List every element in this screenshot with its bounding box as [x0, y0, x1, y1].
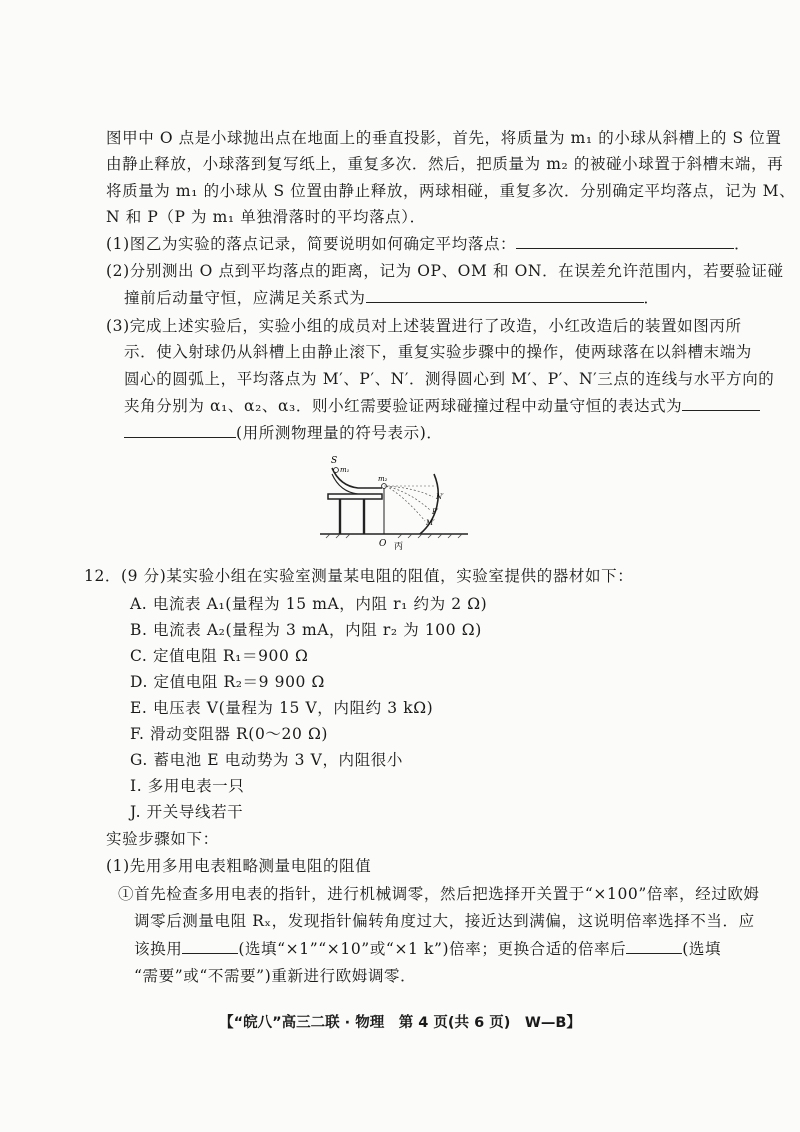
question-2-line-2 [124, 288, 660, 308]
question-1 [106, 234, 750, 254]
question-2-line-1: (2)分别测出 O 点到平均落点的距离，记为 OP、OM 和 ON．在误差允许范围内，若要验证碰 [106, 262, 784, 280]
answer-blank-2[interactable] [366, 288, 644, 303]
label-m2: m₂ [378, 475, 388, 483]
intro-line-4: N 和 P（P 为 m₁ 单独滑落时的平均落点）． [106, 208, 426, 226]
page-footer: 【“皖八”高三二联 · 物理 第 4 页(共 6 页) W—B】 [219, 1015, 581, 1031]
step-1: (1)先用多用电表粗略测量电阻的阻值 [106, 857, 372, 875]
question-3-line-1: (3)完成上述实验后，实验小组的成员对上述装置进行了改造，小红改造后的装置如图丙所 [106, 317, 742, 335]
question-2-end: ． [643, 289, 660, 307]
equipment-j: J. 开关导线若干 [130, 803, 244, 821]
equipment-g: G. 蓄电池 E 电动势为 3 V，内阻很小 [130, 751, 403, 769]
question-2-text: 撞前后动量守恒，应满足关系式为 [124, 289, 366, 307]
answer-blank-multiplier[interactable] [182, 939, 238, 954]
intro-line-3: 将质量为 m₁ 的小球从 S 位置由静止释放，两球相碰，重复多次．分别确定平均落点，记为 M、 [106, 182, 796, 200]
ball-m1 [334, 468, 339, 473]
label-n: N′ [436, 493, 444, 501]
step-1-1-text-c: (选填 [682, 940, 722, 958]
intro-line-1: 图甲中 O 点是小球抛出点在地面上的垂直投影，首先，将质量为 m₁ 的小球从斜槽上的 S 位置 [106, 129, 782, 147]
equipment-d: D. 定值电阻 R₂＝9 900 Ω [130, 673, 325, 691]
equipment-e: E. 电压表 V(量程为 15 V，内阻约 3 kΩ) [130, 699, 434, 717]
question-3-line-3: 圆心的圆弧上，平均落点为 M′、P′、N′．测得圆心到 M′、P′、N′三点的连线与水平方向的 [124, 370, 775, 388]
intro-line-2: 由静止释放，小球落到复写纸上，重复多次．然后，把质量为 m₂ 的被碰小球置于斜槽末端，再 [106, 155, 784, 173]
step-1-1-line-3 [134, 939, 721, 959]
equipment-b: B. 电流表 A₂(量程为 3 mA，内阻 r₂ 为 100 Ω) [130, 621, 482, 639]
label-m: M′ [426, 519, 435, 527]
answer-blank-zero-adjust[interactable] [626, 939, 682, 954]
equipment-i: I. 多用电表一只 [130, 777, 245, 795]
answer-blank-1[interactable] [516, 234, 734, 249]
step-1-1-line-2: 调零后测量电阻 Rₓ，发现指针偏转角度过大，接近达到满偏，这说明倍率选择不当．应 [134, 912, 755, 930]
table-top [328, 494, 382, 499]
question-3-text: 夹角分别为 α₁、α₂、α₃．则小红需要验证两球碰撞过程中动量守恒的表达式为 [124, 397, 683, 415]
figure-bing [318, 452, 478, 552]
question-3-line-4 [124, 396, 760, 416]
equipment-c: C. 定值电阻 R₁＝900 Ω [130, 647, 309, 665]
answer-blank-3b[interactable] [124, 423, 236, 438]
equipment-f: F. 滑动变阻器 R(0～20 Ω) [130, 725, 329, 743]
label-o: O [379, 539, 387, 549]
trajectory-p [386, 486, 430, 510]
answer-blank-3a[interactable] [682, 396, 760, 411]
question-12-header: 12．(9 分)某实验小组在实验室测量某电阻的阻值，实验室提供的器材如下： [84, 567, 634, 585]
question-1-text: (1)图乙为实验的落点记录，简要说明如何确定平均落点： [106, 235, 517, 253]
steps-header: 实验步骤如下： [106, 830, 219, 848]
step-1-1-text-b: (选填“×1”“×10”或“×1 k”)倍率；更换合适的倍率后 [238, 940, 627, 958]
label-s: S [331, 456, 338, 466]
figure-caption: 丙 [394, 542, 404, 552]
label-p: P′ [432, 508, 439, 516]
step-1-1-line-1: ①首先检查多用电表的指针，进行机械调零，然后把选择开关置于“×100”倍率，经过欧姆 [118, 885, 760, 903]
question-3-tail: (用所测物理量的符号表示)． [236, 424, 443, 442]
question-1-end: ． [734, 235, 751, 253]
step-1-1-text-a: 该换用 [134, 940, 183, 958]
question-3-line-5 [124, 423, 443, 443]
step-1-1-line-4: “需要”或“不需要”)重新进行欧姆调零． [134, 967, 417, 985]
question-3-line-2: 示．使入射球仍从斜槽上由静止滚下，重复实验步骤中的操作，使两球落在以斜槽末端为 [124, 343, 752, 361]
equipment-a: A. 电流表 A₁(量程为 15 mA，内阻 r₁ 约为 2 Ω) [130, 595, 488, 613]
label-m1: m₁ [340, 466, 350, 474]
